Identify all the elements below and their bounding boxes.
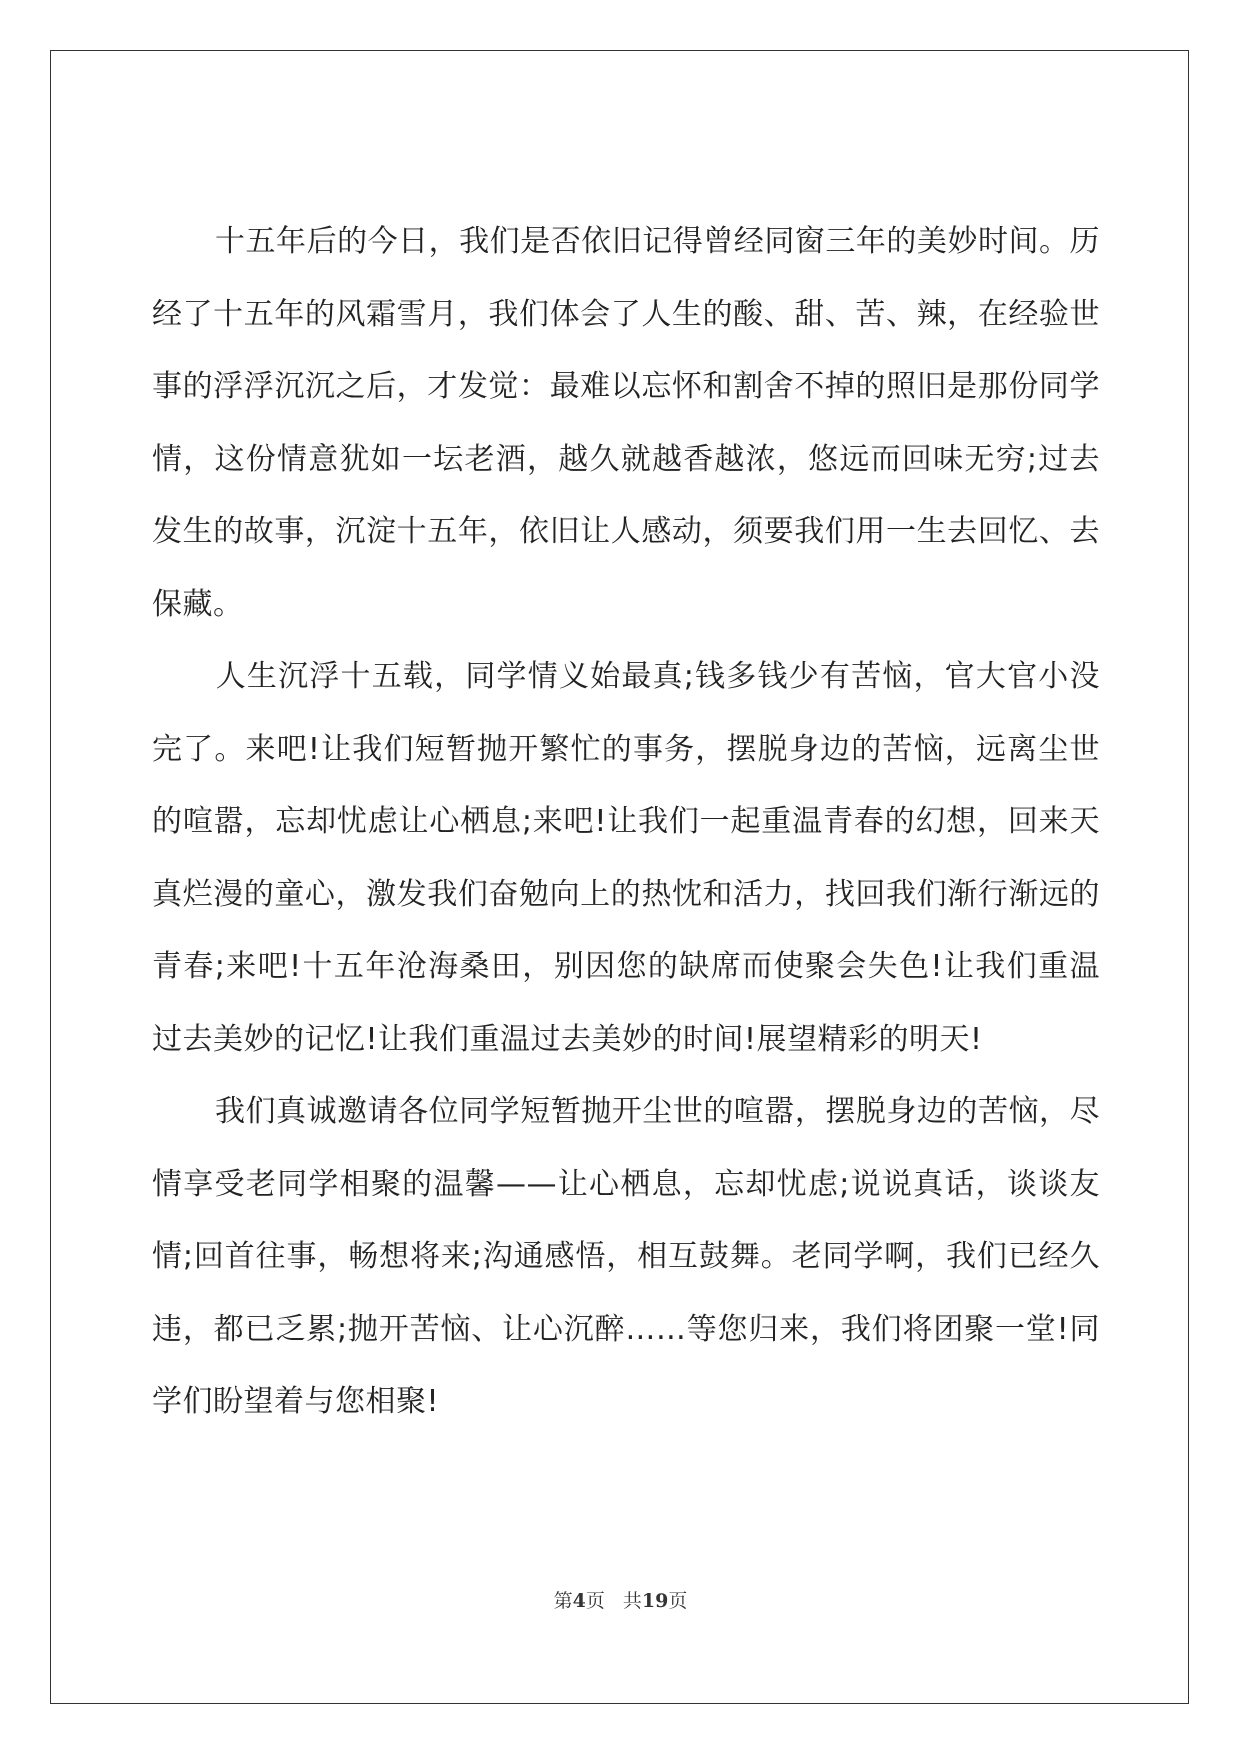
paragraph-1 xyxy=(152,206,1100,641)
body-text xyxy=(152,206,1100,1439)
paragraph-1-text: 十五年后的今日，我们是否依旧记得曾经同窗三年的美妙时间。历经了十五年的风霜雪月，我们体会了人生的酸、甜、苦、辣，在经验世事的浮浮沉沉之后，才发觉：最难以忘怀和割舍不掉的照旧是那份同学情，这份情意犹如一坛老酒，越久就越香越浓，悠远而回味无穷;过去发生的故事，沉淀十五年，依旧让人感动，须要我们用一生去回忆、去保藏。 xyxy=(152,224,1100,622)
document-page xyxy=(50,50,1189,1704)
paragraph-2 xyxy=(152,641,1100,1076)
page-prefix: 第 xyxy=(553,1590,573,1612)
total-suffix: 页 xyxy=(668,1590,688,1612)
paragraph-2-text: 人生沉浮十五载，同学情义始最真;钱多钱少有苦恼，官大官小没完了。来吧!让我们短暂抛开繁忙的事务，摆脱身边的苦恼，远离尘世的喧嚣，忘却忧虑让心栖息;来吧!让我们一起重温青春的幻想，回来天真烂漫的童心，激发我们奋勉向上的热忱和活力，找回我们渐行渐远的青春;来吧!十五年沧海桑田，别因您的缺席而使聚会失色!让我们重温过去美妙的记忆!让我们重温过去美妙的时间!展望精彩的明天! xyxy=(152,659,1100,1057)
paragraph-3-text: 我们真诚邀请各位同学短暂抛开尘世的喧嚣，摆脱身边的苦恼，尽情享受老同学相聚的温馨——让心栖息，忘却忧虑;说说真话，谈谈友情;回首往事，畅想将来;沟通感悟，相互鼓舞。老同学啊，我们已经久违，都已乏累;抛开苦恼、让心沉醉……等您归来，我们将团聚一堂!同学们盼望着与您相聚! xyxy=(152,1094,1100,1419)
paragraph-3 xyxy=(152,1076,1100,1439)
page-footer xyxy=(0,1586,1241,1613)
total-pages: 19 xyxy=(641,1590,669,1612)
total-prefix: 共 xyxy=(622,1590,642,1612)
page-number: 4 xyxy=(572,1590,586,1612)
page-suffix: 页 xyxy=(585,1590,605,1612)
